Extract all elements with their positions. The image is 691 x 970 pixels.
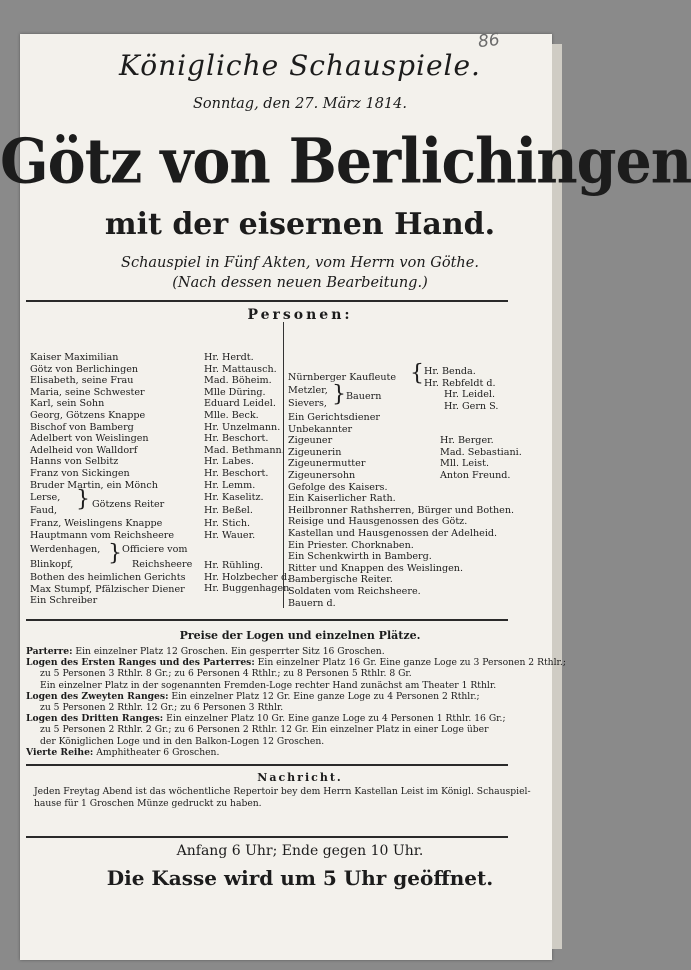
role: Reisige und Hausgenossen des Götz. (288, 516, 468, 528)
actor: Hr. Unzelmann. (204, 421, 281, 433)
role: Zigeunerin (288, 446, 342, 458)
actor: Hr. Wauer. (204, 529, 256, 541)
price-text: Ein einzelner Platz 12 Gr. Eine ganze Loge zu 4 Personen 2 Rthlr.; (171, 690, 480, 702)
actor: Hr. Holzbecher d. (204, 571, 291, 583)
price-list (26, 646, 566, 758)
actor: Hr. Beßel. (204, 505, 253, 516)
role: Bauern d. (288, 597, 336, 609)
actor: Hr. Gern S. (444, 401, 499, 412)
role: Max Stumpf, Pfälzischer Diener (30, 583, 185, 595)
theater-title: Königliche Schauspiele. (119, 49, 481, 82)
nachricht-line: hause für 1 Groschen Münze gedruckt zu haben. (34, 797, 262, 809)
role: Kaiser Maximilian (30, 352, 119, 363)
start-time: Anfang 6 Uhr; Ende gegen 10 Uhr. (176, 843, 424, 859)
role: Sievers, (288, 398, 327, 409)
preise-heading: Preise der Logen und einzelnen Plätze. (179, 629, 421, 642)
role: Ein Priester. Chorknaben. (288, 539, 414, 551)
actor: Hr. Buggenhagen. (204, 583, 293, 595)
actor: Eduard Leidel. (204, 398, 276, 410)
price-line (26, 691, 510, 702)
role: Hauptmann vom Reichsheere (30, 529, 175, 541)
left-roles-3 (30, 572, 186, 607)
role: Metzler, (288, 385, 328, 396)
role: Soldaten vom Reichsheere. (288, 585, 421, 597)
role: Bruder Martin, ein Mönch (30, 479, 158, 491)
play-subtitle: mit der eisernen Hand. (104, 207, 496, 242)
role: Officiere vom (122, 544, 188, 555)
role: Zigeunersohn (288, 469, 356, 481)
left-actors-3 (204, 560, 292, 595)
role: Gefolge des Kaisers. (288, 481, 388, 493)
role: Franz von Sickingen (30, 467, 130, 479)
role: Götz von Berlichingen (30, 363, 139, 375)
price-line (26, 713, 510, 724)
right-actors (440, 412, 522, 482)
actor: Hr. Beschort. (204, 467, 269, 479)
actor: Hr. Berger. (440, 435, 494, 447)
role: Bothen des heimlichen Gerichts (30, 572, 186, 583)
role: Lerse, (30, 492, 61, 503)
price-line (26, 646, 510, 657)
nachricht-line: Jeden Freytag Abend ist das wöchentliche Repertoir bey dem Herrn Kastellan Leist im Königl. Schauspiel- (34, 786, 531, 797)
actor: Mad. Böheim. (204, 375, 272, 387)
left-roles (30, 352, 158, 491)
price-text: Amphitheater 6 Groschen. (96, 746, 220, 758)
price-text: Ein einzelner Platz 16 Gr. Eine ganze Loge zu 3 Personen 2 Rthlr.; (257, 657, 566, 669)
actor: Hr. Lemm. (204, 479, 256, 491)
actor: Hr. Leidel. (444, 389, 496, 400)
role: Ein Schenkwirth in Bamberg. (288, 551, 432, 563)
actor: Hr. Labes. (204, 456, 254, 468)
role: Kastellan und Hausgenossen der Adelheid. (288, 527, 498, 539)
divider (26, 300, 508, 302)
price-text: der Königlichen Loge und in den Balkon-Logen 12 Groschen. (40, 735, 325, 747)
actor: Hr. Mattausch. (204, 363, 277, 375)
play-note: (Nach dessen neuen Bearbeitung.) (172, 275, 428, 291)
price-line (26, 724, 510, 735)
play-genre: Schauspiel in Fünf Akten, vom Herrn von Göthe. (121, 255, 479, 271)
role: Ein Schreiber (30, 595, 98, 607)
price-label: Vierte Reihe: (26, 746, 94, 758)
price-line (26, 736, 510, 747)
role: Karl, sein Sohn (30, 398, 105, 410)
role: Zigeunermutter (288, 458, 366, 470)
role: Maria, seine Schwester (30, 386, 145, 398)
price-text: zu 5 Personen 2 Rthlr. 2 Gr.; zu 6 Personen 2 Rthlr. 12 Gr. Ein einzelner Platz in einer Loge über (40, 724, 489, 736)
role: Hanns von Selbitz (30, 456, 119, 468)
role: Franz, Weislingens Knappe (30, 518, 163, 529)
nachricht-text (34, 786, 531, 809)
role: Ritter und Knappen des Weislingen. (288, 562, 464, 574)
actor: Mlle. Beck. (204, 409, 259, 421)
actor: Mlle Düring. (204, 386, 266, 398)
role: Heilbronner Rathsherren, Bürger und Bothen. (288, 504, 515, 516)
role: Bischof von Bamberg (30, 421, 134, 433)
price-text: zu 5 Personen 2 Rthlr. 12 Gr.; zu 6 Personen 3 Rthlr. (40, 702, 284, 714)
left-actors-2 (204, 518, 255, 541)
actor: Mad. Sebastiani. (440, 446, 522, 458)
role: Blinkopf, (30, 559, 74, 570)
price-line (26, 702, 510, 713)
price-line (26, 657, 566, 669)
price-line (26, 747, 510, 758)
actor: Anton Freund. (440, 469, 511, 481)
brace-glyph: } (332, 382, 346, 407)
actor: Hr. Rebfeldt d. (424, 378, 496, 389)
actor (440, 412, 522, 424)
actor: Mll. Leist. (440, 458, 490, 470)
price-text: Ein einzelner Platz 10 Gr. Eine ganze Loge zu 4 Personen 1 Rthlr. 16 Gr.; (166, 713, 506, 725)
price-line (26, 668, 510, 679)
divider (26, 836, 508, 838)
price-label: Logen des Zweyten Ranges: (26, 690, 169, 702)
actor: Hr. Stich. (204, 518, 251, 529)
actor: Hr. Rühling. (204, 560, 264, 571)
price-label: Logen des Ersten Ranges und des Parterres: (26, 657, 255, 669)
left-actors (204, 352, 285, 491)
role: Ein Kaiserlicher Rath. (288, 493, 396, 505)
performance-date: Sonntag, den 27. März 1814. (193, 96, 407, 112)
role: Werdenhagen, (30, 544, 101, 555)
personen-heading: Personen: (247, 307, 353, 323)
role: Faud, (30, 505, 58, 516)
actor: Hr. Herdt. (204, 352, 254, 363)
price-text: Ein einzelner Platz in der sogenannten Fremden-Loge rechter Hand zunächst am Theater 1 Rthlr. (40, 679, 497, 691)
role: Nürnberger Kaufleute (288, 372, 397, 383)
price-text: Ein einzelner Platz 12 Groschen. Ein gesperrter Sitz 16 Groschen. (75, 646, 385, 657)
brace-glyph: } (108, 541, 122, 566)
price-line (26, 680, 510, 691)
brace-glyph: { (410, 361, 424, 386)
column-divider (283, 322, 284, 608)
actor: Hr. Benda. (424, 366, 476, 377)
role: Elisabeth, seine Frau (30, 375, 134, 387)
nachricht-heading: Nachricht. (257, 771, 343, 784)
divider (26, 619, 508, 621)
divider (26, 764, 508, 766)
role: Bauern (346, 391, 382, 402)
price-label: Parterre: (26, 646, 73, 657)
brace-glyph: } (76, 487, 90, 512)
role: Georg, Götzens Knappe (30, 409, 146, 421)
actor (440, 424, 522, 436)
role: Adelbert von Weislingen (30, 433, 149, 445)
left-roles-2 (30, 518, 174, 541)
role: Bambergische Reiter. (288, 574, 393, 586)
price-label: Logen des Dritten Ranges: (26, 713, 164, 725)
role: Götzens Reiter (92, 499, 165, 510)
role: Adelheid von Walldorf (30, 444, 138, 456)
play-title: Götz von Berlichingen (0, 125, 691, 198)
actor: Hr. Beschort. (204, 433, 269, 445)
role: Ein Gerichtsdiener (288, 412, 380, 423)
box-office-opening: Die Kasse wird um 5 Uhr geöffnet. (106, 866, 494, 890)
role: Unbekannter (288, 423, 353, 435)
price-text: zu 5 Personen 3 Rthlr. 8 Gr.; zu 6 Personen 4 Rthlr.; zu 8 Personen 5 Rthlr. 8 Gr. (40, 668, 412, 680)
role: Reichsheere (132, 559, 193, 570)
actor: Mad. Bethmann. (204, 444, 285, 456)
actor: Hr. Kaselitz. (204, 492, 264, 503)
page-number: 86 (477, 29, 501, 53)
role: Zigeuner (288, 435, 333, 447)
